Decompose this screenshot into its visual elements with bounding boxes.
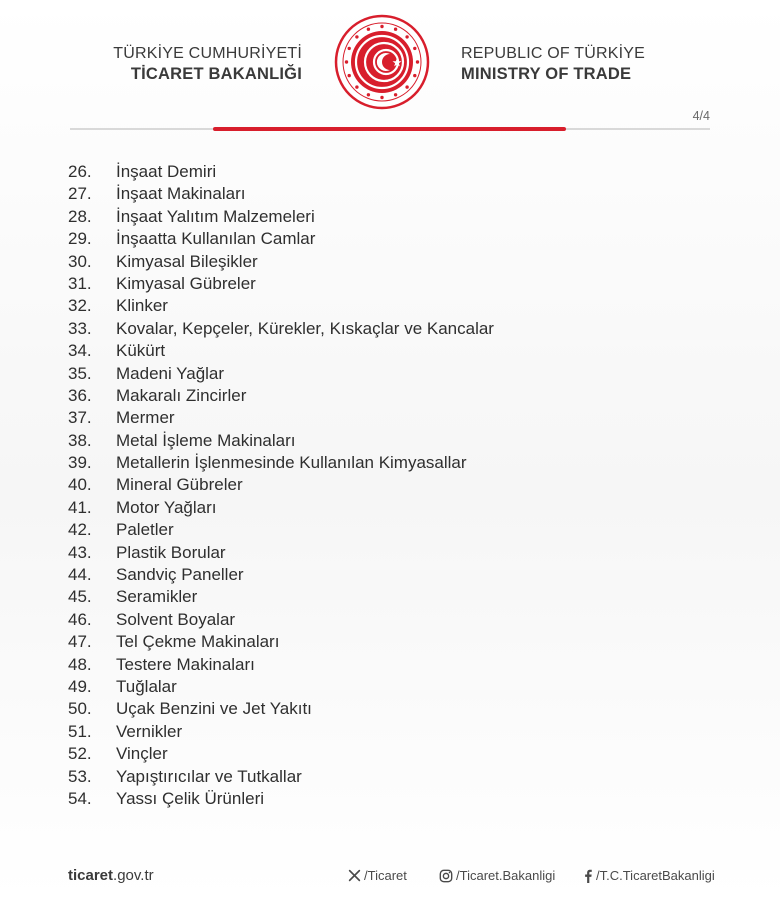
- footer: [0, 858, 780, 892]
- list-item: [68, 385, 494, 407]
- item-number: 28.: [68, 206, 92, 226]
- list-item: [68, 676, 494, 698]
- page-number: 4/4: [692, 109, 710, 123]
- item-label: Kükürt: [116, 341, 166, 361]
- seal-star: [367, 28, 370, 31]
- seal-star: [380, 25, 383, 28]
- item-number: 38.: [68, 430, 92, 450]
- item-label: İnşaat Yalıtım Malzemeleri: [116, 206, 315, 226]
- header-accent-bar: [213, 127, 566, 131]
- item-label: Vernikler: [116, 721, 183, 741]
- list-item: [68, 654, 494, 676]
- item-label: İnşaatta Kullanılan Camlar: [116, 229, 316, 249]
- list-item: [68, 251, 494, 273]
- list-item: [68, 542, 494, 564]
- seal-star: [413, 74, 416, 77]
- x-icon: [348, 869, 361, 882]
- item-label: Sandviç Paneller: [116, 565, 244, 585]
- item-number: 42.: [68, 520, 92, 540]
- list-item: [68, 228, 494, 250]
- item-number: 49.: [68, 676, 92, 696]
- item-label: Testere Makinaları: [116, 654, 255, 674]
- item-number: 27.: [68, 184, 92, 204]
- instagram-handle: /Ticaret.Bakanligi: [456, 868, 556, 884]
- list-item: [68, 631, 494, 653]
- item-number: 40.: [68, 475, 92, 495]
- header-english-title: [461, 44, 645, 84]
- item-label: Yapıştırıcılar ve Tutkallar: [116, 766, 302, 786]
- item-label: Kimyasal Gübreler: [116, 273, 256, 293]
- list-item: [68, 788, 494, 810]
- item-number: 47.: [68, 632, 92, 652]
- item-number: 46.: [68, 609, 92, 629]
- seal-star: [355, 35, 358, 38]
- facebook-icon: [583, 869, 593, 883]
- list-item: [68, 206, 494, 228]
- item-number: 43.: [68, 542, 92, 562]
- list-item: [68, 609, 494, 631]
- item-label: Motor Yağları: [116, 497, 217, 517]
- list-item: [68, 363, 494, 385]
- instagram-icon: [439, 869, 453, 883]
- instagram-social-link[interactable]: [439, 867, 555, 883]
- item-label: Kimyasal Bileşikler: [116, 251, 258, 271]
- list-item: [68, 766, 494, 788]
- item-number: 52.: [68, 744, 92, 764]
- facebook-handle: /T.C.TicaretBakanligi: [596, 868, 715, 884]
- item-number: 26.: [68, 162, 92, 181]
- list-item: [68, 519, 494, 541]
- item-label: Mermer: [116, 408, 175, 428]
- item-number: 53.: [68, 766, 92, 786]
- item-number: 33.: [68, 318, 92, 338]
- item-label: Madeni Yağlar: [116, 363, 225, 383]
- item-number: 51.: [68, 721, 92, 741]
- list-item: [68, 183, 494, 205]
- header: [0, 0, 780, 130]
- item-number: 35.: [68, 363, 92, 383]
- list-item: [68, 474, 494, 496]
- item-number: 34.: [68, 341, 92, 361]
- list-item: [68, 340, 494, 362]
- seal-star: [405, 85, 408, 88]
- list-item: [68, 698, 494, 720]
- item-number: 39.: [68, 453, 92, 473]
- seal-star: [348, 74, 351, 77]
- list-item: [68, 743, 494, 765]
- item-number: 36.: [68, 385, 92, 405]
- list-item: [68, 586, 494, 608]
- item-label: Plastik Borular: [116, 542, 226, 562]
- header-right-line2: MINISTRY OF TRADE: [461, 65, 632, 83]
- item-number: 54.: [68, 788, 92, 808]
- item-number: 30.: [68, 251, 92, 271]
- item-label: Makaralı Zincirler: [116, 385, 247, 405]
- list-item: [68, 721, 494, 743]
- product-list: [68, 161, 494, 810]
- item-label: İnşaat Makinaları: [116, 184, 246, 204]
- list-item: [68, 295, 494, 317]
- website-bold: ticaret: [68, 867, 114, 884]
- item-number: 37.: [68, 408, 92, 428]
- list-item: [68, 452, 494, 474]
- seal-star: [345, 60, 348, 63]
- list-item: [68, 161, 494, 183]
- item-label: Solvent Boyalar: [116, 609, 236, 629]
- item-number: 31.: [68, 273, 92, 293]
- item-number: 45.: [68, 587, 92, 607]
- item-number: 44.: [68, 565, 92, 585]
- item-label: Paletler: [116, 520, 174, 540]
- item-number: 32.: [68, 296, 92, 316]
- seal-star: [394, 28, 397, 31]
- item-label: Mineral Gübreler: [116, 475, 243, 495]
- website-link[interactable]: [68, 867, 154, 884]
- item-number: 41.: [68, 497, 92, 517]
- seal-star: [355, 85, 358, 88]
- item-label: Kovalar, Kepçeler, Kürekler, Kıskaçlar ve Kancalar: [116, 318, 494, 338]
- header-left-line1: TÜRKİYE CUMHURİYETİ: [113, 45, 302, 62]
- website-domain: .gov.tr: [113, 867, 154, 884]
- item-number: 48.: [68, 654, 92, 674]
- item-label: Yassı Çelik Ürünleri: [116, 788, 265, 808]
- item-label: Seramikler: [116, 587, 198, 607]
- item-label: Uçak Benzini ve Jet Yakıtı: [116, 699, 312, 719]
- seal-star: [416, 60, 419, 63]
- item-number: 29.: [68, 229, 92, 249]
- x-social-link[interactable]: [348, 867, 407, 883]
- item-label: Klinker: [116, 296, 168, 316]
- list-item: [68, 430, 494, 452]
- item-number: 50.: [68, 699, 92, 719]
- seal-star: [394, 93, 397, 96]
- list-item: [68, 318, 494, 340]
- item-label: Vinçler: [116, 744, 168, 764]
- item-label: İnşaat Demiri: [116, 162, 217, 181]
- list-item: [68, 407, 494, 429]
- list-item: [68, 564, 494, 586]
- list-item: [68, 497, 494, 519]
- list-item: [68, 273, 494, 295]
- header-right-line1: REPUBLIC OF TÜRKİYE: [461, 45, 645, 62]
- x-handle: /Ticaret: [364, 868, 407, 884]
- item-label: Metallerin İşlenmesinde Kullanılan Kimyasallar: [116, 453, 467, 473]
- item-label: Metal İşleme Makinaları: [116, 430, 296, 450]
- seal-star: [348, 47, 351, 50]
- item-label: Tel Çekme Makinaları: [116, 632, 280, 652]
- seal-star: [367, 93, 370, 96]
- item-label: Tuğlalar: [116, 676, 177, 696]
- header-left-line2: TİCARET BAKANLIĞI: [130, 65, 302, 83]
- seal-star: [413, 47, 416, 50]
- seal-star: [405, 35, 408, 38]
- ministry-seal-logo: [334, 14, 430, 110]
- facebook-social-link[interactable]: [583, 867, 715, 883]
- seal-star: [380, 96, 383, 99]
- header-turkish-title: [113, 44, 302, 84]
